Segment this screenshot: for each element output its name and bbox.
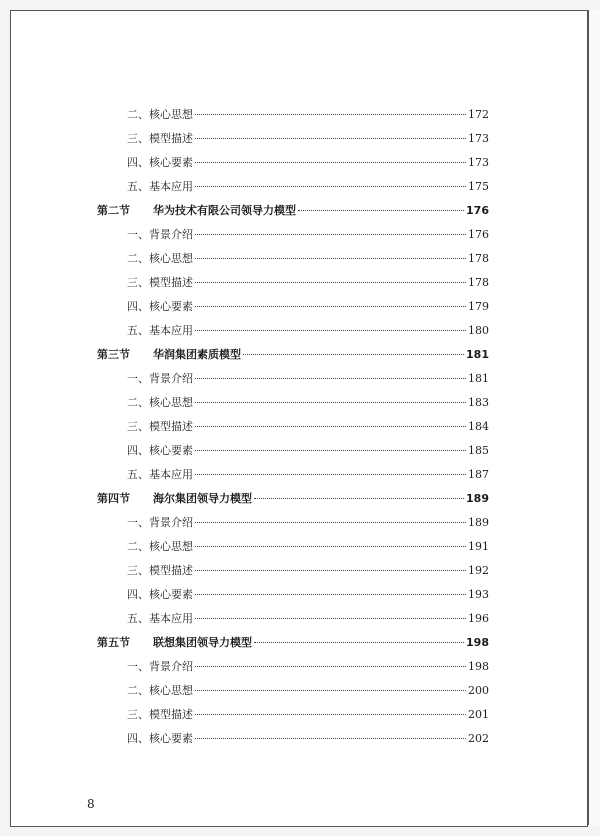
toc-entry-number: 三、: [127, 708, 149, 721]
dot-leader: [195, 330, 466, 331]
toc-entry-title: 模型描述: [149, 564, 193, 577]
toc-entry-title: 核心思想: [149, 108, 193, 121]
toc-entry-number: 五、: [127, 180, 149, 193]
toc-item-entry[interactable]: [97, 127, 489, 151]
toc-entry-label: [97, 223, 193, 247]
toc-entry-label: [97, 367, 193, 391]
toc-entry-label: [97, 583, 193, 607]
toc-entry-title: 核心要素: [149, 732, 193, 745]
toc-entry-title: 核心思想: [149, 252, 193, 265]
toc-item-entry[interactable]: [97, 679, 489, 703]
toc-entry-number: 第四节: [97, 492, 130, 505]
toc-item-entry[interactable]: [97, 367, 489, 391]
toc-entry-page: 189: [466, 492, 489, 505]
dot-leader: [195, 690, 466, 691]
dot-leader: [195, 402, 466, 403]
toc-entry-number: 五、: [127, 324, 149, 337]
dot-leader: [254, 642, 464, 643]
toc-entry-page: 198: [468, 660, 489, 673]
toc-entry-title: 核心思想: [149, 396, 193, 409]
toc-item-entry[interactable]: [97, 151, 489, 175]
toc-item-entry[interactable]: [97, 703, 489, 727]
toc-entry-page: 176: [468, 228, 489, 241]
toc-entry-number: 四、: [127, 444, 149, 457]
toc-entry-label: [97, 199, 296, 223]
toc-entry-title: 模型描述: [149, 276, 193, 289]
toc-entry-number: 第二节: [97, 204, 130, 217]
toc-entry-label: [97, 463, 193, 487]
toc-entry-number: 三、: [127, 276, 149, 289]
toc-entry-page: 200: [468, 684, 489, 697]
toc-entry-number: 一、: [127, 516, 149, 529]
toc-item-entry[interactable]: [97, 439, 489, 463]
document-page: [10, 10, 588, 827]
toc-entry-label: [97, 727, 193, 751]
toc-item-entry[interactable]: [97, 655, 489, 679]
toc-entry-label: [97, 151, 193, 175]
toc-entry-page: 192: [468, 564, 489, 577]
toc-entry-page: 201: [468, 708, 489, 721]
toc-entry-number: 四、: [127, 300, 149, 313]
toc-entry-page: 184: [468, 420, 489, 433]
toc-entry-number: 三、: [127, 420, 149, 433]
toc-entry-number: 二、: [127, 684, 149, 697]
toc-item-entry[interactable]: [97, 223, 489, 247]
toc-item-entry[interactable]: [97, 319, 489, 343]
dot-leader: [195, 114, 466, 115]
dot-leader: [298, 210, 464, 211]
toc-item-entry[interactable]: [97, 271, 489, 295]
toc-entry-page: 202: [468, 732, 489, 745]
toc-section-entry[interactable]: [97, 343, 489, 367]
toc-entry-label: [97, 487, 252, 511]
toc-item-entry[interactable]: [97, 415, 489, 439]
toc-entry-title: 核心思想: [149, 540, 193, 553]
toc-entry-label: [97, 655, 193, 679]
toc-entry-label: [97, 631, 252, 655]
dot-leader: [195, 186, 466, 187]
toc-entry-page: 175: [468, 180, 489, 193]
toc-entry-page: 178: [468, 276, 489, 289]
toc-entry-number: 三、: [127, 564, 149, 577]
toc-entry-page: 180: [468, 324, 489, 337]
toc-entry-title: 核心要素: [149, 156, 193, 169]
dot-leader: [195, 450, 466, 451]
toc-entry-label: [97, 535, 193, 559]
toc-entry-title: 华润集团素质模型: [153, 348, 241, 361]
toc-entry-page: 172: [468, 108, 489, 121]
dot-leader: [195, 618, 466, 619]
toc-entry-number: 二、: [127, 252, 149, 265]
toc-entry-number: 四、: [127, 588, 149, 601]
dot-leader: [195, 738, 466, 739]
toc-entry-label: [97, 559, 193, 583]
toc-entry-title: 华为技术有限公司领导力模型: [153, 204, 296, 217]
toc-entry-number: 二、: [127, 540, 149, 553]
toc-entry-page: 183: [468, 396, 489, 409]
toc-entry-page: 193: [468, 588, 489, 601]
toc-entry-page: 187: [468, 468, 489, 481]
toc-entry-number: 五、: [127, 612, 149, 625]
dot-leader: [195, 162, 466, 163]
toc-entry-page: 198: [466, 636, 489, 649]
toc-entry-title: 背景介绍: [149, 516, 193, 529]
dot-leader: [195, 666, 466, 667]
toc-entry-label: [97, 607, 193, 631]
toc-section-entry[interactable]: [97, 199, 489, 223]
toc-entry-label: [97, 175, 193, 199]
toc-entry-title: 模型描述: [149, 420, 193, 433]
dot-leader: [254, 498, 464, 499]
toc-entry-page: 181: [468, 372, 489, 385]
dot-leader: [195, 714, 466, 715]
toc-item-entry[interactable]: [97, 463, 489, 487]
dot-leader: [195, 234, 466, 235]
toc-entry-page: 189: [468, 516, 489, 529]
toc-entry-title: 基本应用: [149, 324, 193, 337]
toc-entry-title: 背景介绍: [149, 660, 193, 673]
toc-section-entry[interactable]: [97, 631, 489, 655]
page-edge: [588, 10, 600, 825]
toc-item-entry[interactable]: [97, 559, 489, 583]
dot-leader: [195, 378, 466, 379]
toc-entry-label: [97, 391, 193, 415]
toc-entry-label: [97, 103, 193, 127]
toc-entry-page: 176: [466, 204, 489, 217]
dot-leader: [195, 282, 466, 283]
toc-item-entry[interactable]: [97, 295, 489, 319]
toc-entry-title: 核心要素: [149, 444, 193, 457]
toc-entry-label: [97, 247, 193, 271]
toc-entry-label: [97, 343, 241, 367]
toc-item-entry[interactable]: [97, 583, 489, 607]
toc-entry-page: 178: [468, 252, 489, 265]
dot-leader: [195, 546, 466, 547]
toc-entry-label: [97, 703, 193, 727]
toc-entry-label: [97, 439, 193, 463]
toc-entry-page: 185: [468, 444, 489, 457]
toc-entry-title: 模型描述: [149, 708, 193, 721]
toc-entry-title: 核心要素: [149, 588, 193, 601]
toc-item-entry[interactable]: [97, 103, 489, 127]
toc-entry-title: 海尔集团领导力模型: [153, 492, 252, 505]
toc-entry-number: 一、: [127, 228, 149, 241]
toc-entry-label: [97, 319, 193, 343]
dot-leader: [195, 570, 466, 571]
toc-section-entry[interactable]: [97, 487, 489, 511]
toc-entry-label: [97, 679, 193, 703]
dot-leader: [195, 522, 466, 523]
toc-item-entry[interactable]: [97, 727, 489, 751]
dot-leader: [195, 594, 466, 595]
toc-entry-label: [97, 511, 193, 535]
toc-entry-page: 181: [466, 348, 489, 361]
toc-entry-page: 191: [468, 540, 489, 553]
toc-item-entry[interactable]: [97, 391, 489, 415]
toc-entry-title: 模型描述: [149, 132, 193, 145]
toc-entry-number: 二、: [127, 396, 149, 409]
toc-entry-number: 一、: [127, 660, 149, 673]
toc-entry-label: [97, 127, 193, 151]
dot-leader: [195, 138, 466, 139]
dot-leader: [243, 354, 464, 355]
toc-entry-label: [97, 271, 193, 295]
toc-item-entry[interactable]: [97, 607, 489, 631]
toc-entry-title: 核心要素: [149, 300, 193, 313]
toc-entry-number: 第五节: [97, 636, 130, 649]
toc-entry-number: 四、: [127, 732, 149, 745]
toc-entry-number: 一、: [127, 372, 149, 385]
toc-item-entry[interactable]: [97, 247, 489, 271]
toc-entry-title: 基本应用: [149, 180, 193, 193]
toc-entry-page: 179: [468, 300, 489, 313]
toc-entry-number: 第三节: [97, 348, 130, 361]
toc-entry-page: 173: [468, 156, 489, 169]
toc-entry-number: 五、: [127, 468, 149, 481]
toc-entry-title: 背景介绍: [149, 372, 193, 385]
toc-entry-title: 基本应用: [149, 612, 193, 625]
page-number: 8: [87, 797, 95, 811]
toc-entry-title: 基本应用: [149, 468, 193, 481]
dot-leader: [195, 426, 466, 427]
toc-entry-number: 二、: [127, 108, 149, 121]
toc-entry-page: 196: [468, 612, 489, 625]
toc-entry-number: 四、: [127, 156, 149, 169]
toc-entry-page: 173: [468, 132, 489, 145]
toc-item-entry[interactable]: [97, 511, 489, 535]
dot-leader: [195, 474, 466, 475]
toc-entry-label: [97, 415, 193, 439]
toc-item-entry[interactable]: [97, 175, 489, 199]
toc-item-entry[interactable]: [97, 535, 489, 559]
toc-entry-label: [97, 295, 193, 319]
toc-entry-title: 背景介绍: [149, 228, 193, 241]
toc-entry-title: 核心思想: [149, 684, 193, 697]
dot-leader: [195, 258, 466, 259]
table-of-contents: [97, 103, 489, 751]
dot-leader: [195, 306, 466, 307]
toc-entry-number: 三、: [127, 132, 149, 145]
toc-entry-title: 联想集团领导力模型: [153, 636, 252, 649]
